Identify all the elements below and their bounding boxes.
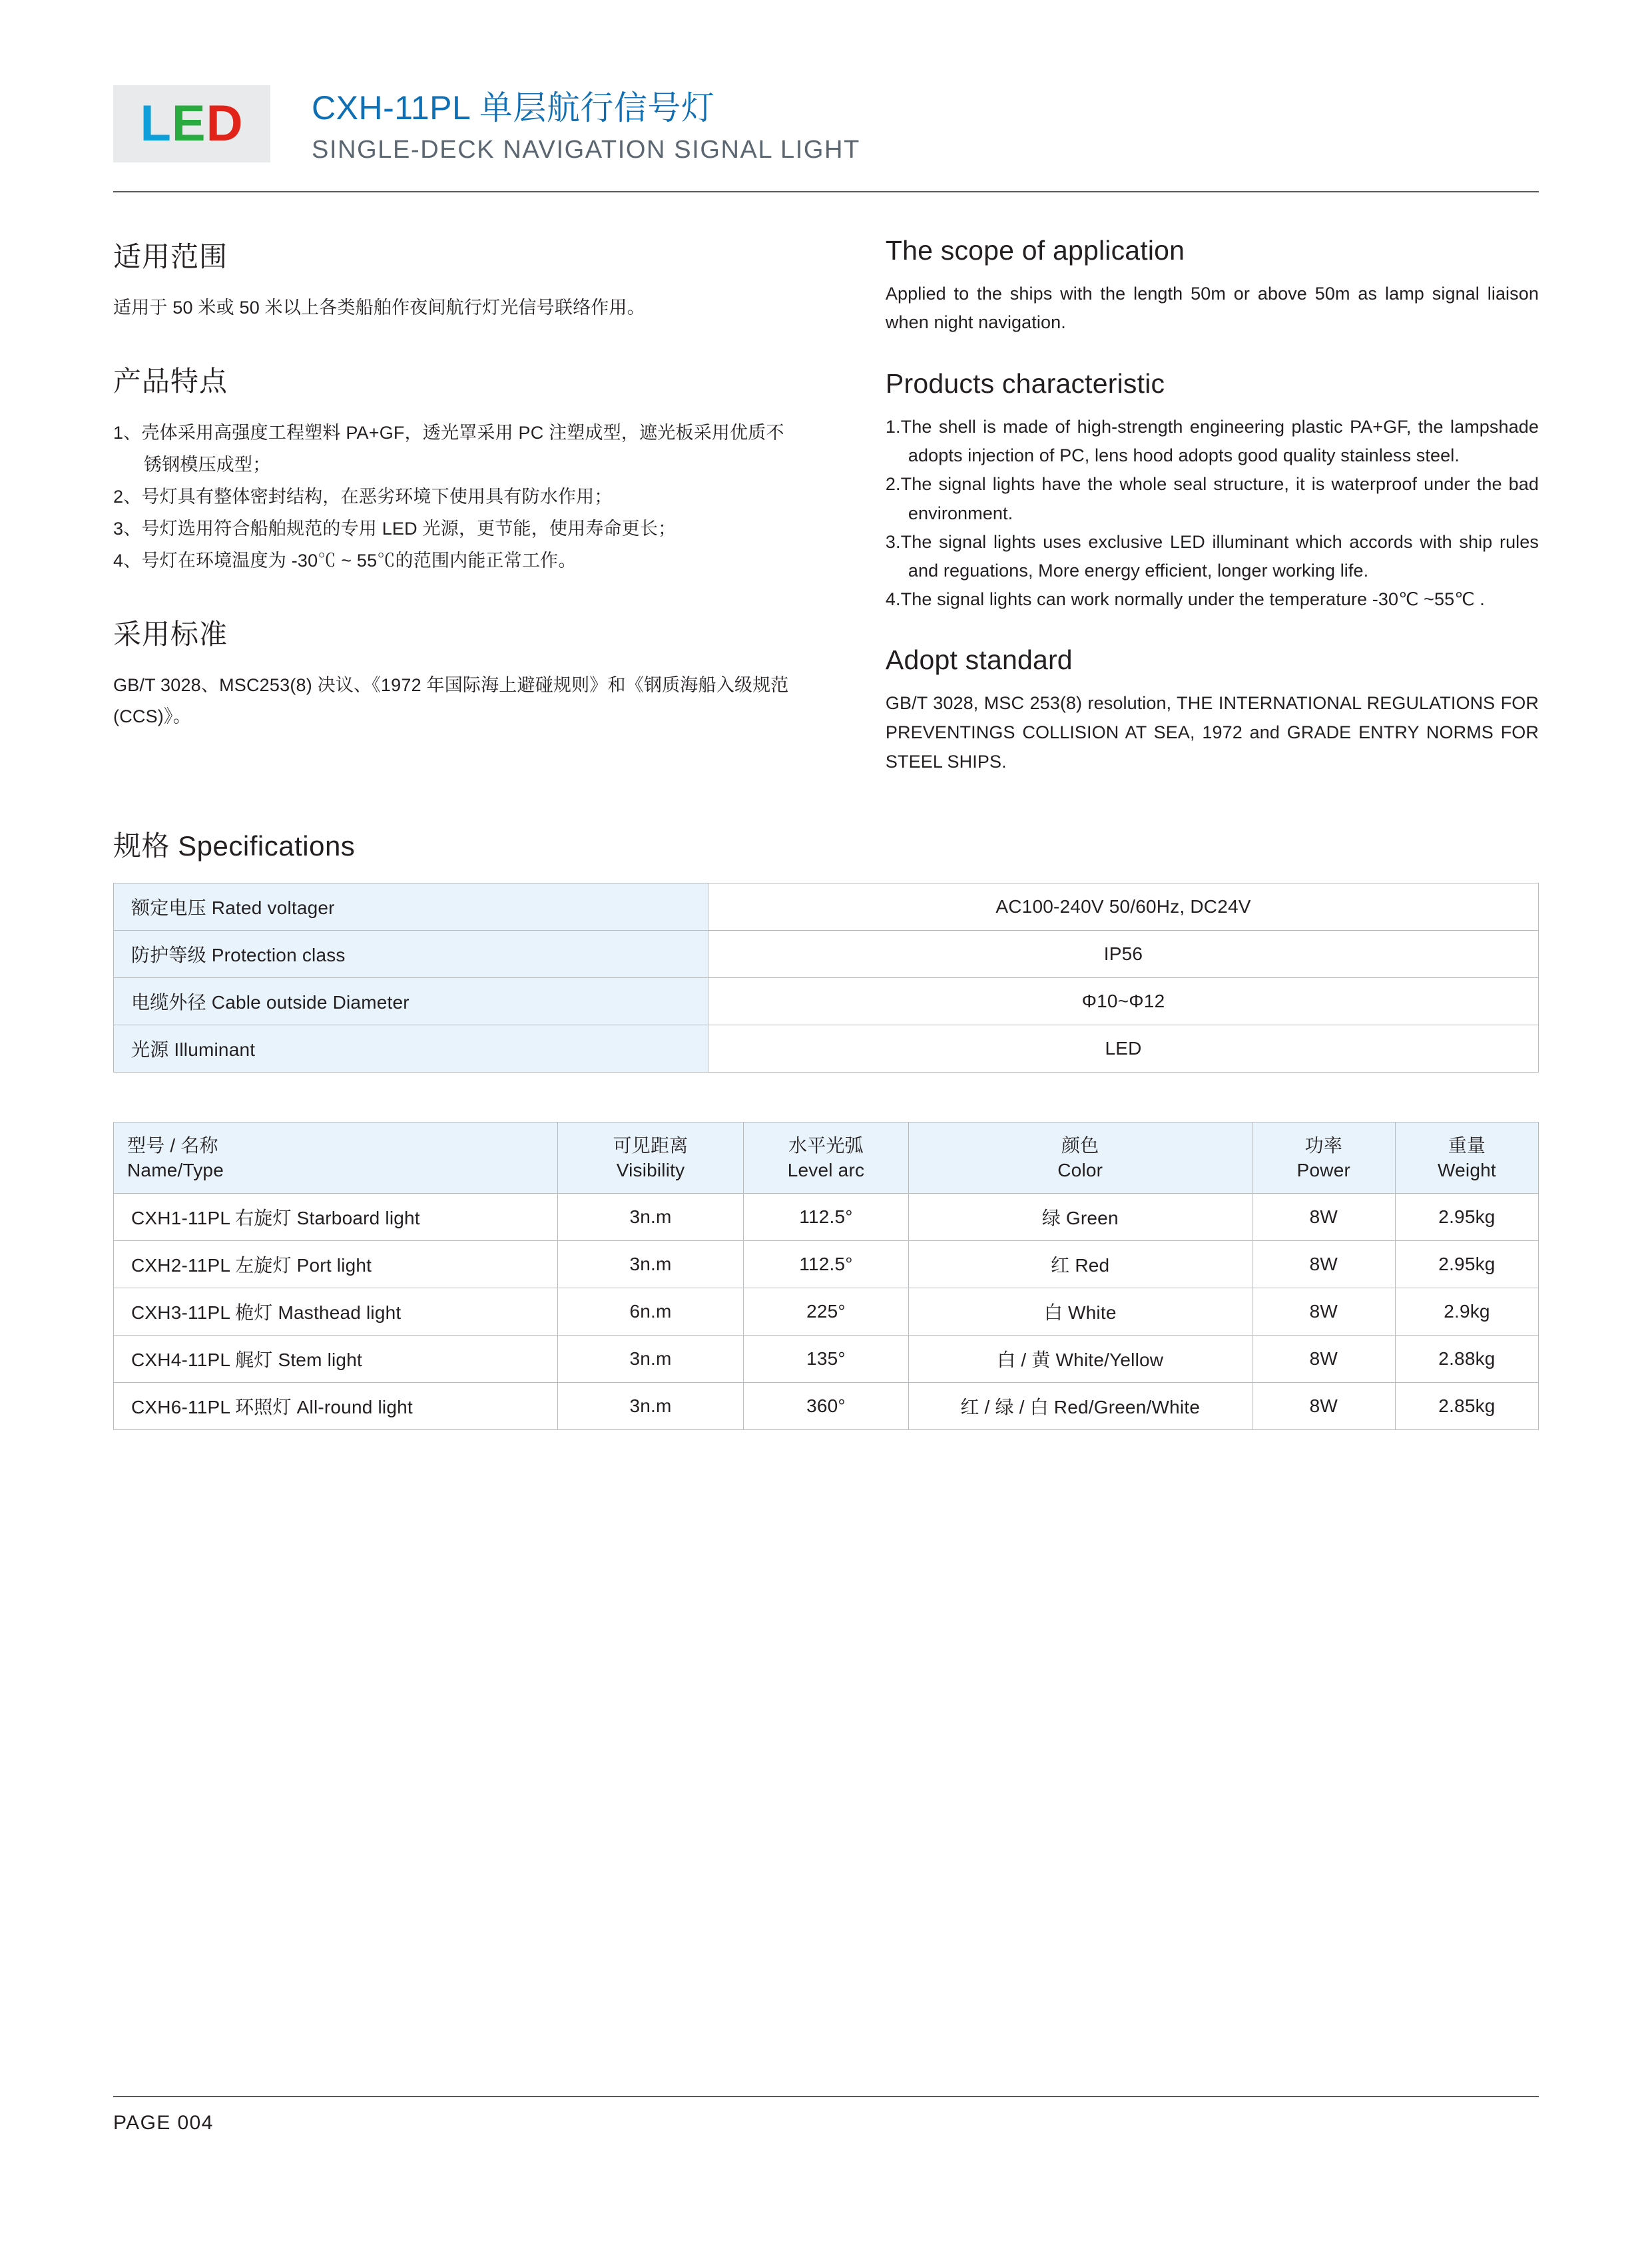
cell-power: 8W [1252, 1336, 1395, 1383]
column-english [886, 235, 1539, 808]
scope-section-en [886, 235, 1539, 338]
cell-weight: 2.95kg [1395, 1194, 1538, 1241]
spec-label: 光源 Illuminant [114, 1025, 708, 1073]
column-header-name [114, 1122, 558, 1194]
spec-value: Φ10~Φ12 [708, 978, 1539, 1025]
cell-color: 红 / 绿 / 白 Red/Green/White [908, 1383, 1252, 1430]
standard-heading-cn: 采用标准 [113, 618, 228, 650]
list-item: 1、壳体采用高强度工程塑料 PA+GF，透光罩采用 PC 注塑成型，遮光板采用优质不锈钢模压成型； [113, 422, 784, 475]
cell-visibility: 6n.m [557, 1288, 744, 1336]
scope-body-cn: 适用于 50 米或 50 米以上各类船舶作夜间航行灯光信号联络作用。 [113, 297, 645, 318]
cell-color: 白 / 黄 White/Yellow [908, 1336, 1252, 1383]
header-line-en: Power [1296, 1160, 1351, 1181]
page-title-cn: CXH-11PL 单层航行信号灯 [312, 89, 715, 126]
specifications-table [113, 883, 1539, 1073]
models-table [113, 1122, 1539, 1430]
header-line-en: Visibility [616, 1160, 685, 1181]
header-line-en: Color [1057, 1160, 1103, 1181]
cell-weight: 2.85kg [1395, 1383, 1538, 1430]
cell-color: 红 Red [908, 1241, 1252, 1288]
features-heading-en: Products characteristic [885, 368, 1165, 399]
cell-name: CXH1-11PL 右旋灯 Starboard light [114, 1194, 558, 1241]
content-columns [113, 235, 1539, 808]
page-title-en: SINGLE-DECK NAVIGATION SIGNAL LIGHT [312, 135, 860, 164]
cell-weight: 2.95kg [1395, 1241, 1538, 1288]
table-row [114, 931, 1539, 978]
header-line-cn: 重量 [1448, 1134, 1486, 1156]
cell-visibility: 3n.m [557, 1383, 744, 1430]
list-item: 2.The signal lights have the whole seal structure, it is waterproof under the bad environment. [885, 474, 1539, 523]
logo-letter-l: L [140, 95, 172, 152]
logo-letter-d: D [206, 95, 244, 152]
logo-letter-e: E [171, 95, 206, 152]
cell-level-arc: 225° [744, 1288, 908, 1336]
standard-section-cn [113, 613, 792, 733]
cell-visibility: 3n.m [557, 1336, 744, 1383]
cell-power: 8W [1252, 1194, 1395, 1241]
table-row [114, 978, 1539, 1025]
cell-power: 8W [1252, 1383, 1395, 1430]
header-line-cn: 颜色 [1061, 1134, 1099, 1156]
features-list-cn [113, 417, 792, 577]
list-item: 2、号灯具有整体密封结构，在恶劣环境下使用具有防水作用； [113, 486, 613, 507]
footer-divider [113, 2096, 1539, 2097]
page-footer [113, 2096, 1539, 2134]
header-divider [113, 191, 1539, 192]
scope-heading-cn: 适用范围 [113, 240, 228, 272]
table-row [114, 1194, 1539, 1241]
cell-level-arc: 135° [744, 1336, 908, 1383]
spec-value: AC100-240V 50/60Hz, DC24V [708, 883, 1539, 931]
features-section-en [886, 368, 1539, 614]
led-logo [113, 85, 270, 162]
table-row [114, 883, 1539, 931]
title-block [312, 85, 860, 164]
cell-color: 绿 Green [908, 1194, 1252, 1241]
header-line-cn: 功率 [1304, 1134, 1343, 1156]
cell-color: 白 White [908, 1288, 1252, 1336]
spec-label: 电缆外径 Cable outside Diameter [114, 978, 708, 1025]
spec-value: LED [708, 1025, 1539, 1073]
table-row [114, 1383, 1539, 1430]
cell-name: CXH3-11PL 桅灯 Masthead light [114, 1288, 558, 1336]
features-list-en [886, 413, 1539, 614]
scope-body-en: Applied to the ships with the length 50m or above 50m as lamp signal liaison when night navigation. [885, 283, 1539, 333]
spec-value: IP56 [708, 931, 1539, 978]
spec-label: 防护等级 Protection class [114, 931, 708, 978]
scope-heading-en: The scope of application [885, 234, 1185, 266]
specifications-heading: 规格 Specifications [113, 830, 356, 862]
list-item: 3、号灯选用符合船舶规范的专用 LED 光源，更节能，使用寿命更长； [113, 518, 677, 539]
standard-body-cn: GB/T 3028、MSC253(8) 决议、《1972 年国际海上避碰规则》和《钢质海船入级规范 (CCS)》。 [113, 674, 789, 727]
cell-name: CXH2-11PL 左旋灯 Port light [114, 1241, 558, 1288]
cell-weight: 2.88kg [1395, 1336, 1538, 1383]
list-item: 1.The shell is made of high-strength engineering plastic PA+GF, the lampshade adopts injection of PC, lens hood adopts good quality stainless steel. [885, 416, 1539, 466]
cell-visibility: 3n.m [557, 1241, 744, 1288]
list-item: 3.The signal lights uses exclusive LED illuminant which accords with ship rules and reguations, More energy efficient, longer working life. [885, 531, 1539, 581]
table-row [114, 1241, 1539, 1288]
features-section-cn [113, 360, 792, 577]
scope-section-cn [113, 235, 792, 324]
table-header-row [114, 1122, 1539, 1194]
header-line-cn: 型号 / 名称 [127, 1134, 218, 1156]
header-line-en: Weight [1438, 1160, 1496, 1181]
column-header-power [1252, 1122, 1395, 1194]
spec-label: 额定电压 Rated voltager [114, 883, 708, 931]
table-row [114, 1336, 1539, 1383]
table-row [114, 1025, 1539, 1073]
header-line-en: Name/Type [127, 1160, 224, 1181]
header-line-cn: 水平光弧 [788, 1134, 864, 1156]
standard-body-en: GB/T 3028, MSC 253(8) resolution, THE INTERNATIONAL REGULATIONS FOR PREVENTINGS COLLISION AT SEA, 1972 and GRADE ENTRY NORMS FOR STEEL SHIPS. [885, 693, 1539, 772]
column-header-visibility [557, 1122, 744, 1194]
cell-name: CXH4-11PL 艉灯 Stem light [114, 1336, 558, 1383]
cell-name: CXH6-11PL 环照灯 All-round light [114, 1383, 558, 1430]
standard-section-en [886, 644, 1539, 776]
page-number: PAGE 004 [113, 2112, 214, 2134]
header-line-cn: 可见距离 [613, 1134, 688, 1156]
list-item: 4、号灯在环境温度为 -30℃ ~ 55℃的范围内能正常工作。 [113, 550, 577, 571]
cell-level-arc: 112.5° [744, 1241, 908, 1288]
cell-weight: 2.9kg [1395, 1288, 1538, 1336]
cell-power: 8W [1252, 1241, 1395, 1288]
cell-power: 8W [1252, 1288, 1395, 1336]
table-row [114, 1288, 1539, 1336]
cell-level-arc: 112.5° [744, 1194, 908, 1241]
column-header-color [908, 1122, 1252, 1194]
cell-level-arc: 360° [744, 1383, 908, 1430]
column-header-weight [1395, 1122, 1538, 1194]
features-heading-cn: 产品特点 [113, 365, 228, 397]
page-header [113, 0, 1539, 164]
column-chinese [113, 235, 792, 808]
standard-heading-en: Adopt standard [885, 644, 1073, 676]
list-item: 4.The signal lights can work normally under the temperature -30℃ ~55℃ . [885, 589, 1485, 610]
cell-visibility: 3n.m [557, 1194, 744, 1241]
header-line-en: Level arc [787, 1160, 865, 1181]
column-header-level-arc [744, 1122, 908, 1194]
